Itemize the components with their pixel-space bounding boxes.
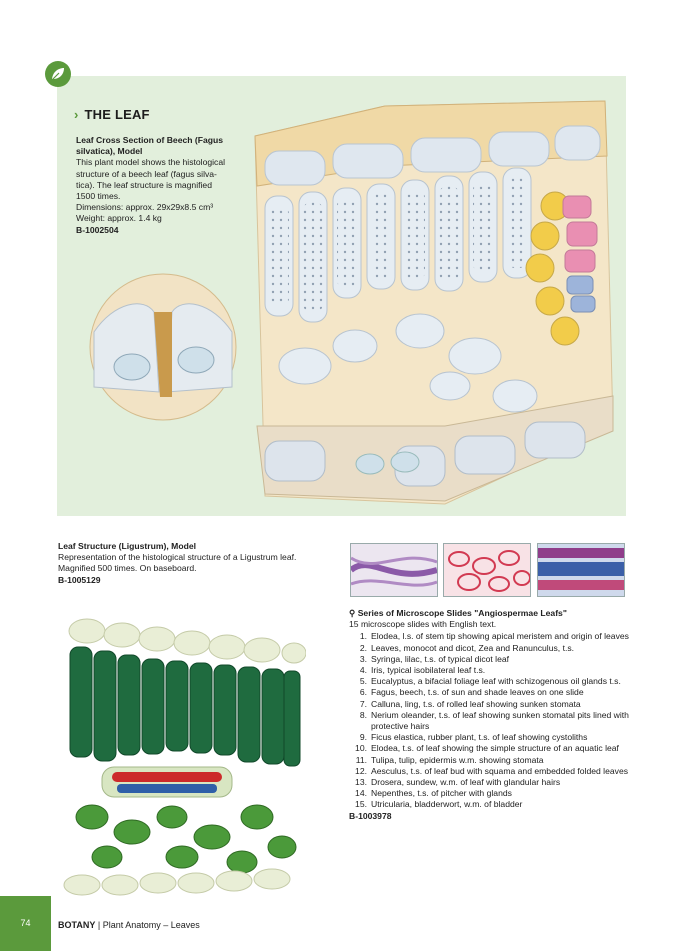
product-intro: 15 microscope slides with English text. [349,619,497,630]
list-item: 14. Nepenthes, t.s. of pitcher with glands [355,788,512,799]
list-item: 11. Tulipa, tulip, epidermis w.m. showing stomata [355,754,544,765]
microscope-icon: ⚲ [349,608,358,618]
product-line: tica). The leaf structure is magnified [76,179,212,190]
product-line: Weight: approx. 1.4 kg [76,213,162,224]
stoma-detail-image [84,272,242,422]
list-item: 10. Elodea, t.s. of leaf showing the simple structure of an aquatic leaf [355,743,619,754]
list-item: 3. Syringa, lilac, t.s. of typical dicot leaf [359,653,510,664]
product-title: Leaf Cross Section of Beech (Fagus silvatica), Model [76,135,224,157]
ligustrum-model-image [62,617,306,897]
slide-thumbnail [350,543,438,597]
product-title: Leaf Structure (Ligustrum), Model [58,541,196,551]
beech-leaf-model-image [245,96,617,508]
list-item: 5. Eucalyptus, a bifacial foliage leaf with schizogenous oil glands t.s. [359,676,621,687]
list-item: 13. Drosera, sundew, w.m. of leaf with glandular hairs [355,777,561,788]
product-line: Magnified 500 times. On baseboard. [58,563,197,574]
product-beech [76,135,238,236]
product-title-text: Series of Microscope Slides "Angiospermae Leafs" [357,608,567,618]
section-title [74,107,150,122]
footer-category [58,920,200,930]
leaf-eco-icon [45,61,71,87]
product-slides [349,608,629,822]
chevron-right-icon: › [74,107,79,122]
slide-list [349,631,629,810]
product-line: This plant model shows the histological [76,157,226,168]
footer-category-label: BOTANY [58,920,96,930]
product-sku: B-1002504 [76,224,119,235]
slide-thumbnail [537,543,625,597]
product-line: Dimensions: approx. 29x29x8.5 cm³ [76,202,214,213]
product-line: Representation of the histological structure of a Ligustrum leaf. [58,552,297,563]
slide-thumbnail [443,543,531,597]
product-line: 1500 times. [76,191,121,202]
product-sku: B-1003978 [349,810,392,821]
footer-separator: | [95,920,103,930]
list-item: 1. Elodea, l.s. of stem tip showing apical meristem and origin of leaves [359,631,629,642]
page-number: 74 [20,918,31,928]
list-item: 4. Iris, typical isobilateral leaf t.s. [359,665,486,676]
product-title [349,608,629,619]
footer-subtitle: Plant Anatomy – Leaves [102,920,200,930]
product-sku: B-1005129 [58,574,101,585]
product-line: structure of a beech leaf (fagus silva- [76,168,217,179]
list-item: 15. Utricularia, bladderwort, w.m. of bladder [355,799,523,810]
list-item: 9. Ficus elastica, rubber plant, t.s. of leaf showing cystoliths [359,732,588,743]
list-item: 6. Fagus, beech, t.s. of sun and shade leaves on one slide [359,687,584,698]
section-title-text: THE LEAF [84,107,150,122]
list-item: 2. Leaves, monocot and dicot, Zea and Ranunculus, t.s. [359,642,575,653]
product-ligustrum [58,541,328,586]
list-item: 12. Aesculus, t.s. of leaf bud with squama and embedded folded leaves [355,765,629,776]
list-item: 7. Calluna, ling, t.s. of rolled leaf showing sunken stomata [359,698,581,709]
list-item: 8. Nerium oleander, t.s. of leaf showing sunken stomatal pits lined with protective hairs [359,709,629,732]
